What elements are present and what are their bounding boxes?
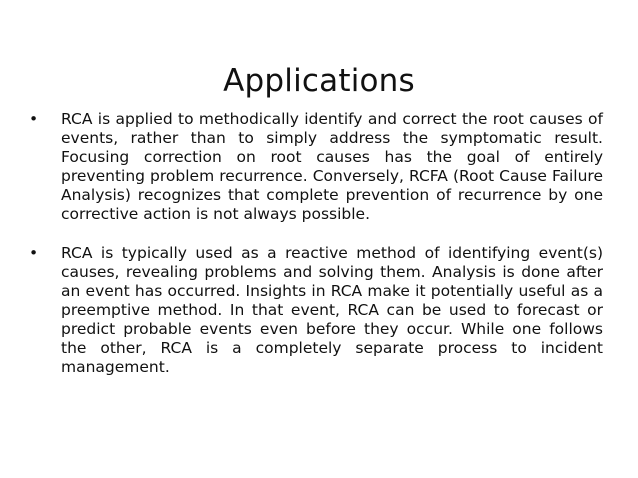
bullet-item [29,244,603,377]
slide-title: Applications [223,62,415,99]
bullet-text: RCA is typically used as a reactive method of identifying event(s) causes, revealing problems and solving them. Analysis is done after an event has occurred. Insights in RCA make it potentially useful as a preemptive method. In that event, RCA can be used to forecast or predict probable events even before they occur. While one follows the other, RCA is a completely separate process to incident management. [61,244,603,376]
bullet-icon: • [29,110,39,128]
bullet-list [29,110,603,397]
bullet-text: RCA is applied to methodically identify and correct the root causes of events, rather than to simply address the symptomatic result. Focusing correction on root causes has the goal of entirely preventing problem recurrence. Conversely, RCFA (Root Cause Failure Analysis) recognizes that complete prevention of recurrence by one corrective action is not always possible. [61,110,603,223]
bullet-item [29,110,603,224]
bullet-icon: • [29,244,39,262]
